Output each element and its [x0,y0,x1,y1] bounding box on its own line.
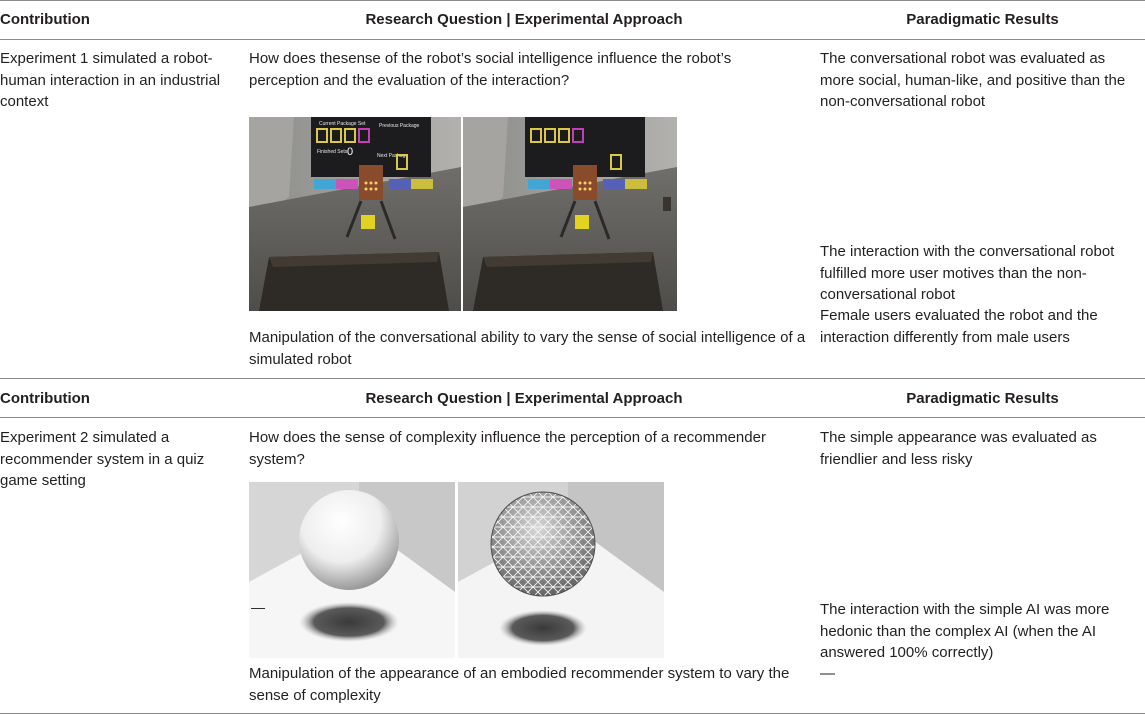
exp1-contribution: Experiment 1 simulated a robot-human interaction in an industrial context [0,50,221,110]
header-results-2: Paradigmatic Results [906,390,1059,407]
exp1-result-1: The conversational robot was evaluated as more social, human-like, and positive than the non-conversational robot [820,50,1126,110]
next-package-label: Next Package [377,153,409,159]
figure-dash: — [251,599,265,615]
exp2-contribution: Experiment 2 simulated a recommender system in a quiz game setting [0,429,205,489]
exp1-result-2: The interaction with the conversational robot fulfilled more user motives than the non-conversational robot [820,243,1115,303]
finished-sets-label: Finished Sets: [317,149,349,155]
exp2-result-1: The simple appearance was evaluated as friendlier and less risky [820,429,1097,468]
finished-count: 0 [347,146,354,158]
current-package-label: Current Package Set [319,121,366,127]
exp2-result-3: — [820,665,835,682]
exp2-sphere-figure [249,482,664,658]
exp2-question: How does the sense of complexity influence the perception of a recommender system? [249,429,766,468]
table-top-rule [0,0,1145,1]
complex-sphere-panel [458,482,664,658]
exp1-result-3: Female users evaluated the robot and the interaction differently from male users [820,307,1098,346]
previous-package-label: Previous Package [379,123,420,129]
simple-sphere-panel [249,482,455,658]
header-contribution: Contribution [0,11,90,28]
header-research-question-2: Research Question | Experimental Approach [365,390,683,407]
exp2-result-2: The interaction with the simple AI was more hedonic than the complex AI (when the AI answered 100% correctly) [820,601,1110,661]
exp1-robot-figure [249,117,677,311]
header-results: Paradigmatic Results [906,11,1059,28]
header-research-question: Research Question | Experimental Approach [365,11,683,28]
table-bottom-rule [0,713,1145,714]
robot-view-left [249,117,461,311]
header-rule-2 [0,417,1145,418]
robot-view-right [463,117,677,311]
exp1-approach: Manipulation of the conversational ability to vary the sense of social intelligence of a simulated robot [249,329,806,368]
header-rule-1 [0,39,1145,40]
header-contribution-2: Contribution [0,390,90,407]
exp2-approach: Manipulation of the appearance of an embodied recommender system to vary the sense of complexity [249,665,790,704]
exp1-question: How does thesense of the robot’s social intelligence influence the robot’s perception and the evaluation of the interaction? [249,50,732,89]
section-rule [0,378,1145,379]
